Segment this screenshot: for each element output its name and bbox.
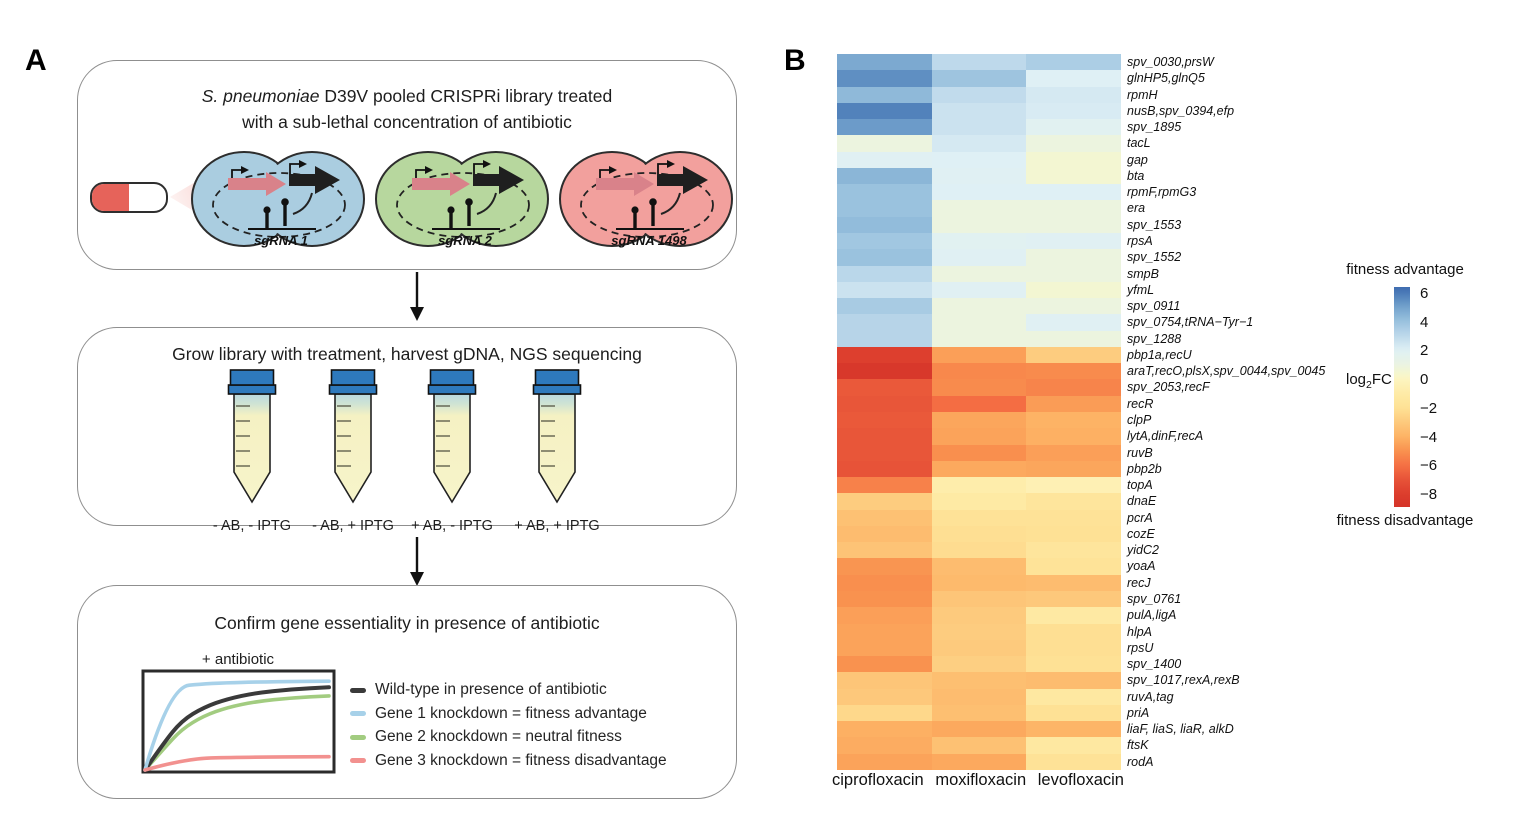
colorbar-tick-label: 2 [1420, 342, 1429, 360]
colorbar-tick-label: −8 [1420, 486, 1438, 504]
heatmap-cell [1026, 558, 1121, 575]
heatmap-cell [932, 689, 1027, 706]
heatmap-cell [932, 103, 1027, 120]
heatmap-cell [1026, 249, 1121, 266]
panel-a-box-grow [77, 327, 737, 534]
log-label-pre: log [1346, 371, 1367, 388]
heatmap-cell [837, 640, 932, 657]
heatmap-cell [932, 347, 1027, 364]
gene-label: rpmF,rpmG3 [1127, 185, 1197, 200]
tube-condition-label: - AB, + IPTG [312, 518, 394, 534]
heatmap-cell [837, 607, 932, 624]
gene-label: era [1127, 201, 1146, 216]
heatmap-cell [932, 640, 1027, 657]
heatmap-cell [837, 135, 932, 152]
heatmap-cell [1026, 477, 1121, 494]
heatmap-cell [1026, 656, 1121, 673]
heatmap-cell [1026, 298, 1121, 315]
gene-label: spv_1288 [1127, 331, 1182, 346]
heatmap-cell [932, 445, 1027, 462]
heatmap-cell [1026, 233, 1121, 250]
legend-item [350, 705, 647, 723]
box1-title-line2: with a sub-lethal concentration of antibiotic [242, 112, 572, 133]
heatmap [837, 54, 1121, 770]
heatmap-cell [932, 754, 1027, 771]
gene-label: yoaA [1127, 559, 1156, 574]
column-label-moxifloxacin: moxifloxacin [935, 771, 1027, 789]
pill-red-half [92, 184, 129, 211]
heatmap-cell [837, 575, 932, 592]
heatmap-cell [932, 282, 1027, 299]
heatmap-cell [932, 705, 1027, 722]
heatmap-cell [837, 119, 932, 136]
gene-label: pbp1a,recU [1127, 347, 1192, 362]
heatmap-cell [837, 412, 932, 429]
gene-label: spv_1552 [1127, 250, 1182, 265]
falcon-tube-icon [220, 368, 284, 510]
sgrna-label: sgRNA 2 [438, 233, 492, 248]
heatmap-cell [837, 624, 932, 641]
heatmap-cell [932, 200, 1027, 217]
heatmap-cell [932, 591, 1027, 608]
gene-label: recJ [1127, 575, 1151, 590]
heatmap-cell [932, 135, 1027, 152]
log-label-post: FC [1371, 371, 1392, 388]
heatmap-cell [932, 152, 1027, 169]
heatmap-cell [1026, 591, 1121, 608]
heatmap-cell [932, 249, 1027, 266]
heatmap-cell [837, 721, 932, 738]
heatmap-cell [837, 331, 932, 348]
heatmap-cell [1026, 705, 1121, 722]
legend-label: Wild-type in presence of antibiotic [375, 681, 607, 698]
heatmap-cell [1026, 103, 1121, 120]
legend-item [350, 728, 622, 746]
heatmap-cell [1026, 510, 1121, 527]
heatmap-cell [1026, 412, 1121, 429]
heatmap-cell [837, 379, 932, 396]
heatmap-cell [932, 331, 1027, 348]
heatmap-cell [932, 721, 1027, 738]
heatmap-cell [932, 119, 1027, 136]
heatmap-cell [932, 412, 1027, 429]
sgrna-label: sgRNA 1 [254, 233, 308, 248]
gene-label: rpsU [1127, 640, 1154, 655]
heatmap-cell [1026, 363, 1121, 380]
heatmap-cell [837, 249, 932, 266]
bacterium-cell-icon [372, 147, 552, 259]
gene-label: rodA [1127, 754, 1154, 769]
heatmap-cell [1026, 331, 1121, 348]
falcon-tube-icon [420, 368, 484, 510]
heatmap-cell [837, 672, 932, 689]
heatmap-cell [932, 233, 1027, 250]
heatmap-cell [1026, 168, 1121, 185]
heatmap-cell [837, 217, 932, 234]
heatmap-cell [932, 542, 1027, 559]
box2-title: Grow library with treatment, harvest gDNA, NGS sequencing [172, 344, 642, 364]
heatmap-cell [1026, 624, 1121, 641]
heatmap-cell [932, 168, 1027, 185]
heatmap-cell [932, 737, 1027, 754]
heatmap-cell [837, 168, 932, 185]
legend-dash-icon [350, 711, 366, 716]
heatmap-cell [1026, 54, 1121, 71]
gene-label: liaF, liaS, liaR, alkD [1127, 722, 1234, 737]
colorbar-tick-label: −4 [1420, 428, 1438, 446]
tube-condition-label: - AB, - IPTG [212, 518, 292, 534]
heatmap-cell [837, 184, 932, 201]
heatmap-cell [837, 558, 932, 575]
heatmap-cell [837, 526, 932, 543]
gene-label: spv_0754,tRNA−Tyr−1 [1127, 315, 1254, 330]
heatmap-cell [837, 200, 932, 217]
heatmap-cell [1026, 754, 1121, 771]
heatmap-cell [837, 542, 932, 559]
heatmap-cell [932, 428, 1027, 445]
legend-dash-icon [350, 735, 366, 740]
heatmap-cell [1026, 575, 1121, 592]
growth-curve-plot [140, 651, 338, 781]
heatmap-cell [837, 152, 932, 169]
heatmap-cell [837, 689, 932, 706]
heatmap-cell [1026, 119, 1121, 136]
heatmap-cell [837, 347, 932, 364]
heatmap-cell [1026, 493, 1121, 510]
heatmap-cell [837, 754, 932, 771]
bacteria-cells-strip [188, 147, 736, 259]
heatmap-cell [837, 477, 932, 494]
colorbar-tick-label: 4 [1420, 313, 1429, 331]
gene-label: rpsA [1127, 234, 1153, 248]
gene-label: spv_2053,recF [1127, 380, 1210, 395]
gene-label: gap [1127, 152, 1148, 167]
gene-label: lytA,dinF,recA [1127, 429, 1204, 444]
legend-label: Gene 3 knockdown = fitness disadvantage [375, 751, 667, 769]
heatmap-cell [932, 526, 1027, 543]
panel-a-box-confirm [77, 585, 737, 799]
heatmap-cell [932, 477, 1027, 494]
heatmap-cell [837, 737, 932, 754]
bacterium-cell-icon [188, 147, 368, 259]
gene-label: yfmL [1127, 282, 1155, 297]
gene-label: pbp2b [1127, 461, 1162, 476]
heatmap-cell [837, 233, 932, 250]
heatmap-cell [932, 217, 1027, 234]
heatmap-cell [932, 70, 1027, 87]
heatmap-cell [837, 54, 932, 71]
heatmap-cell [837, 298, 932, 315]
column-label-levofloxacin: levofloxacin [1037, 771, 1124, 789]
colorbar-axis-label [1346, 371, 1392, 391]
gene-label: hlpA [1127, 624, 1153, 639]
legend-label: Gene 1 knockdown = fitness advantage [375, 704, 647, 722]
box1-title-species: S. pneumoniae [201, 86, 320, 106]
colorbar-tick-label: −6 [1420, 457, 1438, 475]
heatmap-cell [837, 282, 932, 299]
heatmap-column-labels [832, 771, 1124, 790]
gene-label: araT,recO,plsX,spv_0044,spv_0045 [1127, 364, 1326, 379]
heatmap-cell [837, 363, 932, 380]
heatmap-cell [932, 184, 1027, 201]
heatmap-cell [932, 298, 1027, 315]
sgrna-label: sgRNA 1498 [611, 233, 687, 248]
plot-annotation: + antibiotic [201, 651, 275, 668]
log-label-sub: 2 [1366, 379, 1372, 391]
tube-condition-label: + AB, + IPTG [514, 518, 600, 534]
gene-label: clpP [1127, 413, 1152, 427]
gene-label: bta [1127, 168, 1145, 183]
heatmap-cell [837, 705, 932, 722]
heatmap-cell [837, 396, 932, 413]
heatmap-cell [1026, 87, 1121, 104]
heatmap-cell [932, 558, 1027, 575]
heatmap-cell [932, 87, 1027, 104]
heatmap-cell [932, 54, 1027, 71]
gene-label: spv_0761 [1127, 592, 1182, 606]
heatmap-cell [837, 461, 932, 478]
heatmap-cell [1026, 445, 1121, 462]
heatmap-cell [932, 266, 1027, 283]
falcon-tube-icon [321, 368, 385, 510]
heatmap-cell [837, 510, 932, 527]
heatmap-gene-labels [1127, 54, 1357, 770]
gene-label: topA [1127, 478, 1153, 493]
heatmap-cell [1026, 526, 1121, 543]
heatmap-cell [1026, 542, 1121, 559]
column-label-ciprofloxacin: ciprofloxacin [832, 771, 924, 789]
gene-label: pcrA [1127, 510, 1153, 525]
gene-label: recR [1127, 396, 1154, 411]
heatmap-cell [932, 314, 1027, 331]
heatmap-cell [1026, 314, 1121, 331]
gene-label: spv_0030,prsW [1127, 55, 1214, 69]
heatmap-cell [1026, 461, 1121, 478]
heatmap-cell [1026, 640, 1121, 657]
gene-label: yidC2 [1127, 543, 1159, 558]
gene-label: nusB,spv_0394,efp [1127, 103, 1235, 118]
panel-b-label: B [784, 44, 806, 77]
heatmap-cell [837, 314, 932, 331]
gene-label: spv_1400 [1127, 657, 1182, 672]
heatmap-cell [932, 379, 1027, 396]
heatmap-cell [1026, 217, 1121, 234]
heatmap-cell [837, 103, 932, 120]
legend-label: Gene 2 knockdown = neutral fitness [375, 728, 622, 745]
gene-label: spv_1017,rexA,rexB [1127, 673, 1240, 688]
heatmap-cell [1026, 135, 1121, 152]
heatmap-cell [1026, 70, 1121, 87]
heatmap-cell [1026, 379, 1121, 396]
box1-title [78, 83, 736, 136]
heatmap-cell [1026, 266, 1121, 283]
colorbar-tick-label: −2 [1420, 399, 1438, 417]
gene-label: tacL [1127, 136, 1151, 151]
heatmap-cell [1026, 396, 1121, 413]
heatmap-cell [932, 510, 1027, 527]
heatmap-cell [932, 575, 1027, 592]
heatmap-cell [837, 656, 932, 673]
gene-label: spv_0911 [1127, 299, 1181, 314]
colorbar-bottom-label: fitness disadvantage [1336, 512, 1474, 529]
gene-label: smpB [1127, 266, 1159, 281]
heatmap-cell [837, 445, 932, 462]
pill-icon [90, 182, 168, 213]
tube-condition-label: + AB, - IPTG [411, 518, 493, 534]
falcon-tube-icon [525, 368, 589, 510]
gene-label: ftsK [1127, 738, 1149, 753]
heatmap-cell [837, 493, 932, 510]
gene-label: spv_1553 [1127, 217, 1182, 232]
heatmap-cell [932, 656, 1027, 673]
box1-title-rest: D39V pooled CRISPRi library treated [319, 86, 613, 106]
legend-item [350, 681, 607, 699]
colorbar [1394, 287, 1410, 507]
heatmap-cell [1026, 282, 1121, 299]
gene-label: rpmH [1127, 87, 1158, 102]
gene-label: pulA,ligA [1127, 608, 1177, 623]
legend-dash-icon [350, 758, 366, 763]
legend-dash-icon [350, 688, 366, 693]
panel-a-label: A [25, 44, 47, 77]
heatmap-cell [932, 493, 1027, 510]
heatmap-cell [932, 363, 1027, 380]
heatmap-cell [837, 87, 932, 104]
heatmap-cell [1026, 721, 1121, 738]
panel-a-box-library [77, 60, 737, 270]
gene-label: priA [1127, 705, 1150, 720]
gene-label: ruvA,tag [1127, 689, 1174, 704]
heatmap-cell [1026, 672, 1121, 689]
colorbar-top-label: fitness advantage [1346, 261, 1464, 278]
box3-title: Confirm gene essentiality in presence of antibiotic [214, 613, 600, 633]
flow-arrow-down-icon [406, 537, 428, 587]
gene-label: spv_1895 [1127, 120, 1182, 135]
heatmap-cell [1026, 428, 1121, 445]
heatmap-cell [837, 591, 932, 608]
flow-arrow-down-icon [406, 272, 428, 322]
bacterium-cell-icon [556, 147, 736, 259]
heatmap-cell [932, 607, 1027, 624]
gene-label: cozE [1127, 526, 1155, 541]
heatmap-cell [837, 266, 932, 283]
gene-label: ruvB [1127, 445, 1153, 460]
heatmap-cell [932, 396, 1027, 413]
heatmap-cell [1026, 607, 1121, 624]
growth-legend [350, 681, 730, 791]
legend-item [350, 752, 667, 770]
heatmap-cell [1026, 184, 1121, 201]
gene-label: glnHP5,glnQ5 [1127, 71, 1205, 86]
heatmap-cell [1026, 689, 1121, 706]
heatmap-cell [837, 428, 932, 445]
heatmap-cell [932, 624, 1027, 641]
heatmap-cell [1026, 737, 1121, 754]
colorbar-tick-label: 0 [1420, 371, 1429, 388]
heatmap-cell [1026, 152, 1121, 169]
heatmap-cell [932, 461, 1027, 478]
heatmap-cell [1026, 200, 1121, 217]
heatmap-cell [837, 70, 932, 87]
tubes-strip [78, 368, 736, 534]
heatmap-cell [1026, 347, 1121, 364]
heatmap-cell [932, 672, 1027, 689]
colorbar-tick-label: 6 [1420, 284, 1429, 302]
gene-label: dnaE [1127, 494, 1157, 509]
